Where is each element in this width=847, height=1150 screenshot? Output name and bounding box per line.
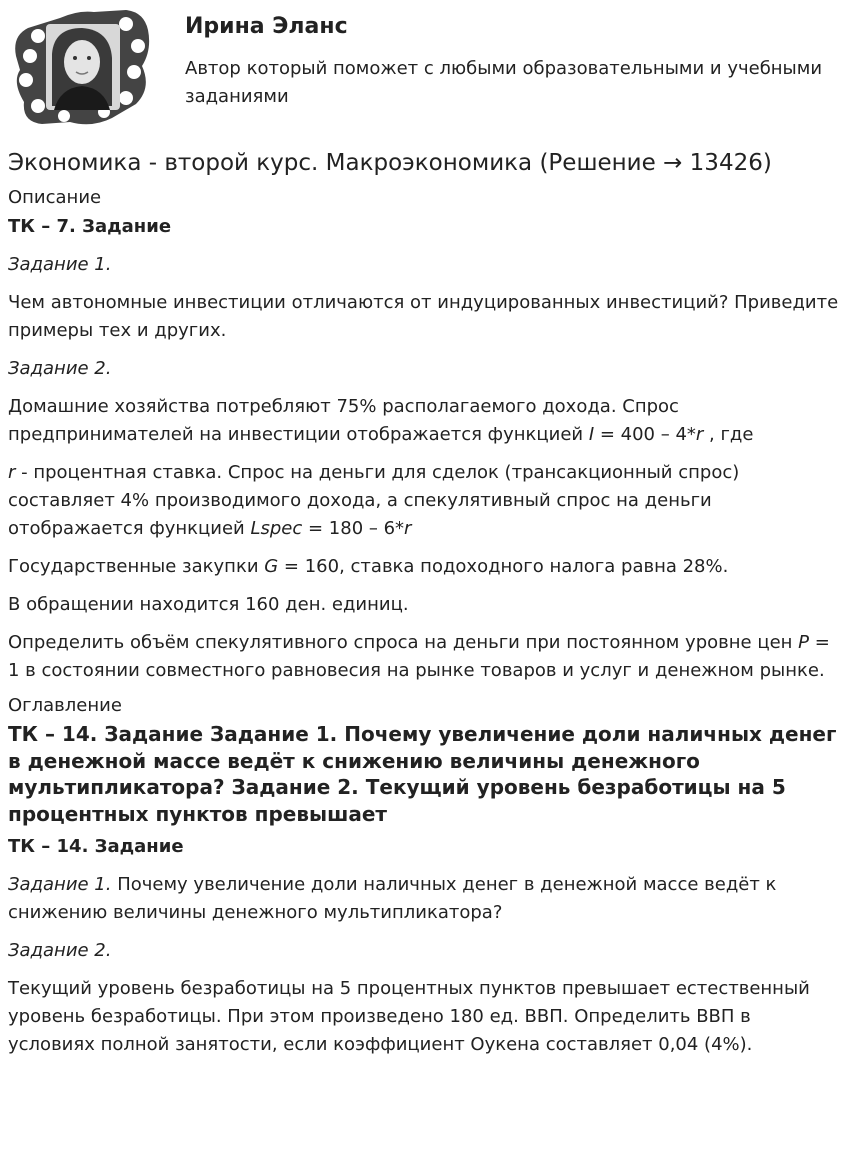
- section2-task2-text: Текущий уровень безработицы на 5 процентных пунктов превышает естественный уровень безработицы. При этом произведено 180 ед. ВВП. Определить ВВП в условиях полной занятости, если коэффициент Оукена составляет 0,04 (4%).: [8, 978, 810, 1055]
- task1-label: Задание 1.: [8, 254, 112, 275]
- section2-task1: Задание 1. Почему увеличение доли наличных денег в денежной массе ведёт к снижению величины денежного мультипликатора?: [8, 874, 777, 923]
- toc-heading[interactable]: ТК – 14. Задание Задание 1. Почему увеличение доли наличных денег в денежной массе ведёт к снижению величины денежного мультипликатора? Задание 2. Текущий уровень безработицы на 5 процентных пунктов превышает: [8, 722, 837, 826]
- page-title: Экономика - второй курс. Макроэкономика (Решение → 13426): [8, 150, 772, 176]
- task2-paragraph-3: Государственные закупки G = 160, ставка подоходного налога равна 28%.: [8, 556, 729, 577]
- section2-heading: ТК – 14. Задание: [8, 836, 184, 857]
- task2-paragraph-1: Домашние хозяйства потребляют 75% располагаемого дохода. Спрос предпринимателей на инвестиции отображается функцией I = 400 – 4*r , где: [8, 396, 754, 445]
- description-label: Описание: [8, 187, 102, 208]
- toc-label: Оглавление: [8, 695, 122, 716]
- author-description: Автор который поможет с любыми образовательными и учебными заданиями: [185, 58, 823, 107]
- author-card: [8, 6, 838, 128]
- author-avatar[interactable]: [8, 6, 152, 128]
- task2-paragraph-5: Определить объём спекулятивного спроса на деньги при постоянном уровне цен P = 1 в состоянии совместного равновесия на рынке товаров и услуг и денежном рынке.: [8, 632, 830, 681]
- section2-task2-label: Задание 2.: [8, 940, 112, 961]
- main-content: [8, 147, 842, 1069]
- task2-label: Задание 2.: [8, 358, 112, 379]
- task2-paragraph-4: В обращении находится 160 ден. единиц.: [8, 594, 409, 615]
- author-name[interactable]: Ирина Эланс: [185, 14, 348, 39]
- section1-heading: ТК – 7. Задание: [8, 216, 172, 237]
- film-reel-portrait-icon: [8, 6, 152, 128]
- task1-text: Чем автономные инвестиции отличаются от индуцированных инвестиций? Приведите примеры тех и других.: [8, 292, 839, 341]
- task2-paragraph-2: r - процентная ставка. Спрос на деньги для сделок (трансакционный спрос) составляет 4% производимого дохода, а спекулятивный спрос на деньги отображается функцией Lspec = 180 – 6*r: [8, 462, 740, 539]
